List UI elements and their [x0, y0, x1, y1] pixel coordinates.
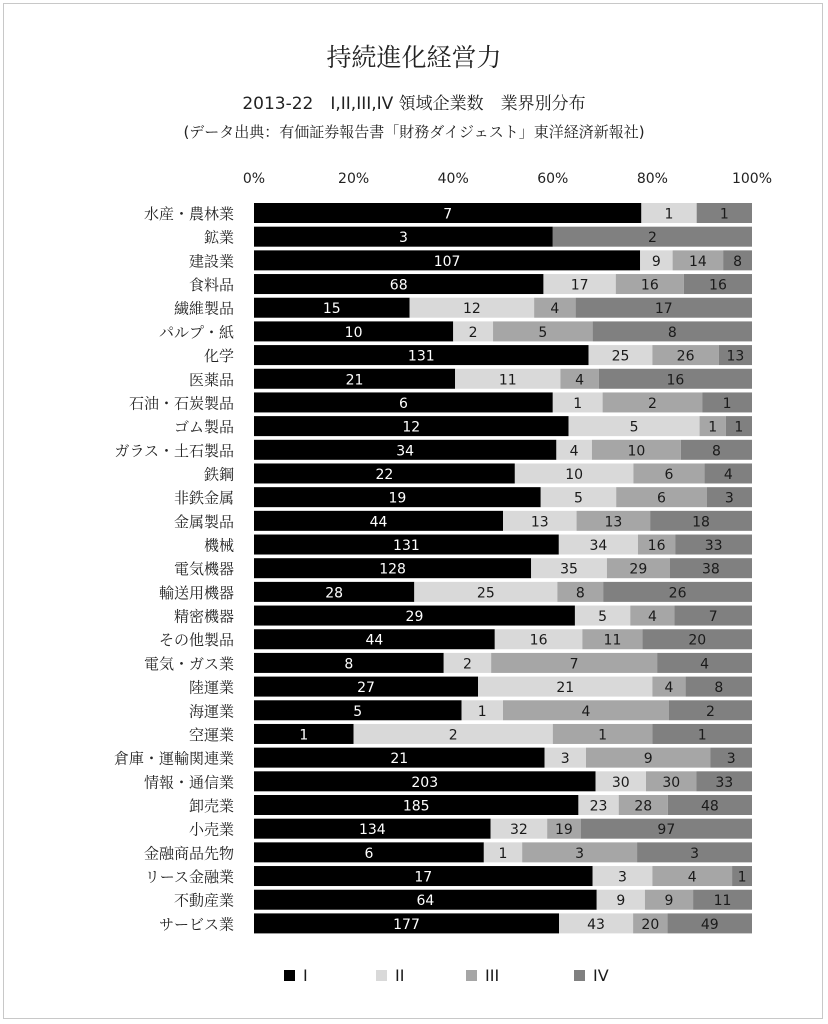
data-label: 1	[498, 845, 508, 862]
data-label: 131	[393, 538, 420, 555]
data-label: 16	[709, 277, 727, 294]
data-label: 4	[581, 703, 591, 720]
category-label: 非鉄金属	[173, 489, 234, 508]
category-label: 金属製品	[173, 512, 234, 531]
category-label: ガラス・土石製品	[114, 441, 234, 460]
category-label: 石油・石炭製品	[128, 394, 234, 413]
data-label: 4	[700, 656, 710, 673]
chart-source-note: (データ出典：有価証券報告書「財務ダイジェスト」東洋経済新報社)	[183, 123, 645, 141]
category-label: 輸送用機器	[158, 583, 234, 602]
data-label: 134	[358, 822, 386, 839]
data-label: 6	[656, 490, 666, 507]
data-label: 30	[611, 774, 630, 791]
category-label: パルプ・紙	[158, 323, 234, 342]
data-label: 5	[598, 609, 608, 626]
category-label: 電気機器	[173, 560, 234, 579]
data-label: 15	[322, 301, 341, 318]
data-label: 25	[476, 585, 495, 602]
legend-label: IV	[593, 966, 609, 985]
data-label: 5	[573, 490, 583, 507]
data-label: 48	[701, 798, 719, 815]
x-tick-label: 20%	[338, 171, 370, 187]
data-label: 9	[651, 253, 661, 270]
legend-label: III	[485, 966, 500, 985]
data-label: 28	[634, 798, 653, 815]
legend-swatch	[284, 970, 295, 981]
legend-item-i	[284, 966, 308, 985]
data-label: 2	[462, 656, 472, 673]
data-label: 4	[550, 301, 560, 318]
legend-item-iv	[574, 966, 609, 985]
category-label: 鉱業	[203, 228, 234, 247]
data-label: 97	[657, 822, 676, 839]
category-label: 陸運業	[188, 678, 234, 697]
data-label: 16	[647, 538, 666, 555]
data-label: 20	[688, 632, 707, 649]
data-label: 3	[726, 751, 736, 768]
data-label: 21	[345, 372, 364, 389]
data-label: 17	[414, 869, 433, 886]
data-label: 1	[299, 727, 309, 744]
chart-title: 持続進化経営力	[326, 43, 502, 72]
category-label: 小売業	[188, 820, 234, 839]
x-tick-label: 40%	[437, 171, 469, 187]
category-label: 水産・農林業	[143, 205, 234, 223]
category-label: 鉄鋼	[203, 465, 234, 484]
data-label: 1	[719, 206, 729, 223]
legend-item-ii	[376, 966, 404, 985]
data-label: 3	[398, 230, 408, 247]
category-label: 繊維製品	[173, 299, 234, 318]
x-tick-label: 0%	[242, 171, 266, 187]
category-label: サービス業	[158, 915, 234, 934]
data-label: 10	[344, 324, 363, 341]
data-label: 17	[570, 277, 589, 294]
data-label: 8	[733, 253, 743, 270]
data-label: 64	[416, 893, 435, 910]
data-label: 1	[734, 419, 744, 436]
data-label: 5	[629, 419, 639, 436]
data-label: 185	[402, 798, 430, 815]
data-label: 8	[714, 680, 724, 697]
data-label: 21	[556, 680, 575, 697]
data-label: 1	[708, 419, 718, 436]
data-label: 5	[353, 703, 363, 720]
data-label: 1	[737, 869, 747, 886]
data-label: 11	[498, 372, 517, 389]
data-label: 3	[724, 490, 734, 507]
data-label: 3	[560, 751, 570, 768]
data-label: 19	[388, 490, 407, 507]
data-label: 18	[692, 514, 710, 531]
data-label: 34	[589, 538, 608, 555]
data-label: 4	[569, 443, 579, 460]
legend-swatch	[466, 970, 477, 981]
data-label: 107	[433, 253, 461, 270]
data-label: 203	[411, 774, 439, 791]
data-label: 5	[538, 324, 548, 341]
data-label: 2	[706, 703, 715, 720]
data-label: 11	[713, 893, 732, 910]
data-label: 3	[618, 869, 627, 886]
data-label: 43	[587, 916, 605, 933]
data-label: 12	[462, 301, 481, 318]
data-label: 2	[448, 727, 458, 744]
data-label: 14	[688, 253, 707, 270]
data-label: 3	[690, 845, 699, 862]
data-label: 10	[565, 466, 584, 483]
category-label: 金融商品先物	[143, 844, 234, 863]
category-label: 電気・ガス業	[143, 654, 234, 673]
data-label: 10	[627, 443, 646, 460]
legend-swatch	[376, 970, 387, 981]
category-label: 不動産業	[173, 891, 234, 910]
data-label: 30	[662, 774, 681, 791]
data-label: 9	[664, 893, 674, 910]
data-label: 16	[666, 372, 685, 389]
category-label: 空運業	[188, 725, 234, 744]
data-label: 28	[325, 585, 344, 602]
data-label: 68	[389, 277, 408, 294]
category-label: 食料品	[188, 276, 234, 295]
data-label: 6	[664, 466, 674, 483]
data-label: 35	[560, 561, 578, 578]
data-label: 44	[365, 632, 384, 649]
data-label: 27	[357, 680, 375, 697]
data-label: 49	[700, 916, 719, 933]
data-label: 7	[569, 656, 579, 673]
legend-swatch	[574, 970, 585, 981]
data-label: 26	[676, 348, 695, 365]
legend-item-iii	[466, 966, 499, 985]
category-label: 建設業	[188, 252, 234, 271]
data-label: 11	[603, 632, 622, 649]
data-label: 4	[664, 680, 674, 697]
data-label: 25	[611, 348, 630, 365]
data-label: 9	[643, 751, 653, 768]
data-label: 2	[647, 395, 657, 412]
category-label: 卸売業	[188, 797, 234, 815]
data-label: 33	[715, 774, 734, 791]
data-label: 29	[405, 609, 424, 626]
chart-legend	[0, 966, 828, 990]
data-label: 1	[573, 395, 583, 412]
data-label: 8	[344, 656, 354, 673]
data-label: 4	[647, 609, 657, 626]
data-label: 131	[407, 348, 435, 365]
data-label: 1	[697, 727, 707, 744]
data-label: 19	[555, 822, 573, 839]
data-label: 4	[723, 466, 733, 483]
data-label: 4	[687, 869, 697, 886]
category-label: 機械	[203, 536, 234, 555]
data-label: 1	[477, 703, 487, 720]
data-label: 22	[375, 466, 394, 483]
category-label: 情報・通信業	[143, 773, 234, 792]
data-label: 2	[647, 230, 657, 247]
data-label: 16	[529, 632, 548, 649]
data-label: 16	[640, 277, 659, 294]
data-label: 8	[575, 585, 585, 602]
legend-label: I	[303, 966, 308, 985]
chart-subtitle: 2013-22 I,II,III,IV 領域企業数 業界別分布	[242, 94, 586, 114]
category-label: リース金融業	[144, 868, 234, 887]
data-label: 13	[530, 514, 549, 531]
data-label: 13	[604, 514, 623, 531]
data-label: 1	[598, 727, 608, 744]
category-label: 倉庫・運輸関連業	[113, 749, 234, 768]
data-label: 6	[364, 845, 374, 862]
data-label: 3	[575, 845, 585, 862]
data-label: 44	[369, 514, 388, 531]
data-label: 34	[396, 443, 415, 460]
data-label: 29	[629, 561, 648, 578]
data-label: 1	[664, 206, 674, 223]
data-label: 1	[722, 395, 732, 412]
category-label: 医薬品	[188, 370, 234, 389]
category-label: 化学	[203, 347, 234, 366]
data-label: 2	[468, 324, 478, 341]
data-label: 9	[616, 893, 626, 910]
data-label: 26	[668, 585, 687, 602]
x-tick-label: 80%	[636, 171, 668, 187]
data-label: 128	[379, 561, 406, 578]
data-label: 8	[667, 324, 677, 341]
data-label: 6	[398, 395, 408, 412]
category-label: 海運業	[188, 702, 234, 721]
data-label: 177	[393, 916, 420, 933]
data-label: 21	[390, 751, 409, 768]
data-label: 7	[708, 609, 718, 626]
legend-label: II	[395, 966, 405, 985]
data-label: 12	[402, 419, 421, 436]
category-label: 精密機器	[173, 607, 234, 626]
data-label: 17	[654, 301, 673, 318]
x-tick-label: 100%	[731, 171, 773, 187]
category-label: ゴム製品	[173, 418, 234, 437]
data-label: 13	[726, 348, 745, 365]
data-label: 32	[509, 822, 528, 839]
data-label: 4	[575, 372, 585, 389]
data-label: 20	[641, 916, 660, 933]
category-label: その他製品	[158, 631, 234, 650]
data-label: 23	[589, 798, 608, 815]
data-label: 7	[443, 206, 453, 223]
data-label: 38	[701, 561, 720, 578]
data-label: 33	[704, 538, 723, 555]
x-tick-label: 60%	[537, 171, 569, 187]
data-label: 8	[711, 443, 721, 460]
